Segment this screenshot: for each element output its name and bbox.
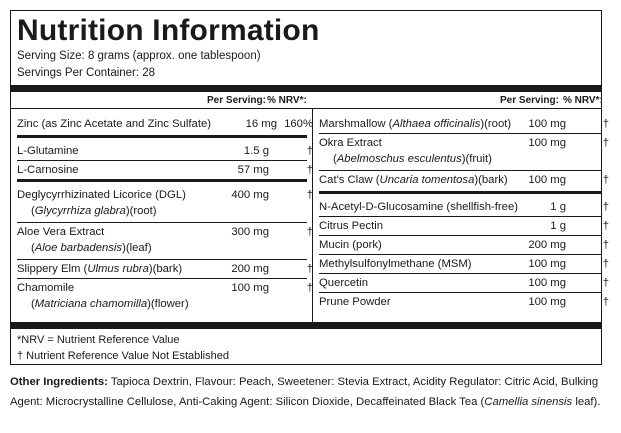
nutrient-amount: 300 mg [231, 226, 269, 238]
servings-per-container: Servings Per Container: 28 [17, 67, 156, 79]
row-rule-thick [319, 191, 601, 194]
other-ingredients-line2: Agent: Microcrystalline Cellulose, Anti-Caking Agent: Silicon Dioxide, Decaffeinated Black Tea (Camellia sinensis leaf). [10, 396, 601, 408]
row-rule-thick [17, 179, 307, 182]
row-rule-thick [17, 135, 307, 138]
nutrient-amount: 1 g [550, 201, 566, 213]
nutrient-amount: 200 mg [528, 239, 566, 251]
nutrient-name: Chamomile [17, 282, 75, 294]
nutrient-name: Deglycyrrhizinated Licorice (DGL) [17, 189, 186, 201]
nutrient-name: Mucin (pork) [319, 239, 382, 251]
nutrient-nrv: † [306, 145, 313, 157]
nutrient-nrv: † [602, 174, 609, 186]
nutrient-nrv: † [306, 263, 313, 275]
right-per-serving-header: Per Serving: [500, 95, 559, 106]
other-ingredients-label: Other Ingredients: [10, 376, 108, 388]
nutrient-nrv: † [602, 118, 609, 130]
nutrient-amount: 100 mg [231, 282, 269, 294]
nutrient-nrv: † [306, 164, 313, 176]
top-thick-rule [11, 85, 601, 92]
nutrient-amount: 1 g [550, 220, 566, 232]
left-per-serving-header: Per Serving: [207, 95, 266, 106]
nutrient-nrv: † [602, 220, 609, 232]
nutrient-amount: 100 mg [528, 277, 566, 289]
nutrient-name: Quercetin [319, 277, 368, 289]
nutrient-amount: 100 mg [528, 258, 566, 270]
serving-size: Serving Size: 8 grams (approx. one tablespoon) [17, 50, 261, 62]
nutrition-panel [10, 10, 609, 365]
nutrient-nrv: † [306, 189, 313, 201]
nutrient-amount: 1.5 g [243, 145, 269, 157]
row-rule [17, 278, 307, 279]
nutrient-nrv: † [602, 239, 609, 251]
nutrient-nrv: † [602, 201, 609, 213]
nutrient-amount: 100 mg [528, 118, 566, 130]
nutrient-source: (Aloe barbadensis)(leaf) [31, 242, 152, 254]
nutrient-name: L-Glutamine [17, 145, 79, 157]
nutrient-name: Cat's Claw (Uncaria tomentosa)(bark) [319, 174, 508, 186]
footnote-dagger: † Nutrient Reference Value Not Established [17, 350, 229, 362]
row-rule [319, 235, 601, 236]
nutrient-source: (Abelmoschus esculentus)(fruit) [333, 153, 492, 165]
nutrient-amount: 200 mg [231, 263, 269, 275]
row-rule [319, 216, 601, 217]
footnote-nrv: *NRV = Nutrient Reference Value [17, 334, 180, 346]
left-nrv-header: % NRV*: [267, 95, 307, 106]
nutrient-nrv: † [602, 258, 609, 270]
page-title: Nutrition Information [17, 14, 320, 47]
row-rule [319, 273, 601, 274]
nutrient-nrv: † [602, 137, 609, 149]
nutrient-nrv: † [602, 277, 609, 289]
nutrient-name: Citrus Pectin [319, 220, 384, 232]
nutrient-amount: 57 mg [237, 164, 269, 176]
nutrient-amount: 400 mg [231, 189, 269, 201]
nutrient-name: Zinc (as Zinc Acetate and Zinc Sulfate) [17, 118, 212, 130]
row-rule [319, 292, 601, 293]
row-rule [319, 133, 601, 134]
nutrient-name: L-Carnosine [17, 164, 79, 176]
nutrient-name: Aloe Vera Extract [17, 226, 105, 238]
row-rule [319, 170, 601, 171]
nutrient-name: N-Acetyl-D-Glucosamine (shellfish-free) [319, 201, 518, 213]
nutrient-source: (Matriciana chamomilla)(flower) [31, 298, 189, 310]
row-rule [17, 222, 307, 223]
nutrient-name: Okra Extract [319, 137, 382, 149]
header-rule [11, 108, 601, 109]
row-rule [17, 160, 307, 161]
nutrient-name: Slippery Elm (Ulmus rubra)(bark) [17, 263, 183, 275]
nutrient-nrv: 160% [284, 118, 313, 130]
bottom-thick-rule [11, 322, 601, 329]
nutrient-nrv: † [306, 282, 313, 294]
nutrient-amount: 100 mg [528, 174, 566, 186]
row-rule [17, 259, 307, 260]
nutrient-name: Prune Powder [319, 296, 391, 308]
other-ingredients-line1: Other Ingredients: Tapioca Dextrin, Flavour: Peach, Sweetener: Stevia Extract, Acidity Regulator: Citric Acid, Bulking [10, 376, 599, 388]
nutrient-source: (Glycyrrhiza glabra)(root) [31, 205, 157, 217]
nutrient-amount: 100 mg [528, 296, 566, 308]
nutrient-amount: 100 mg [528, 137, 566, 149]
nutrient-nrv: † [306, 226, 313, 238]
row-rule [319, 254, 601, 255]
nutrient-name: Methylsulfonylmethane (MSM) [319, 258, 472, 270]
right-nrv-header: % NRV*: [563, 95, 603, 106]
nutrient-amount: 16 mg [245, 118, 277, 130]
nutrient-nrv: † [602, 296, 609, 308]
nutrient-name: Marshmallow (Althaea officinalis)(root) [319, 118, 512, 130]
